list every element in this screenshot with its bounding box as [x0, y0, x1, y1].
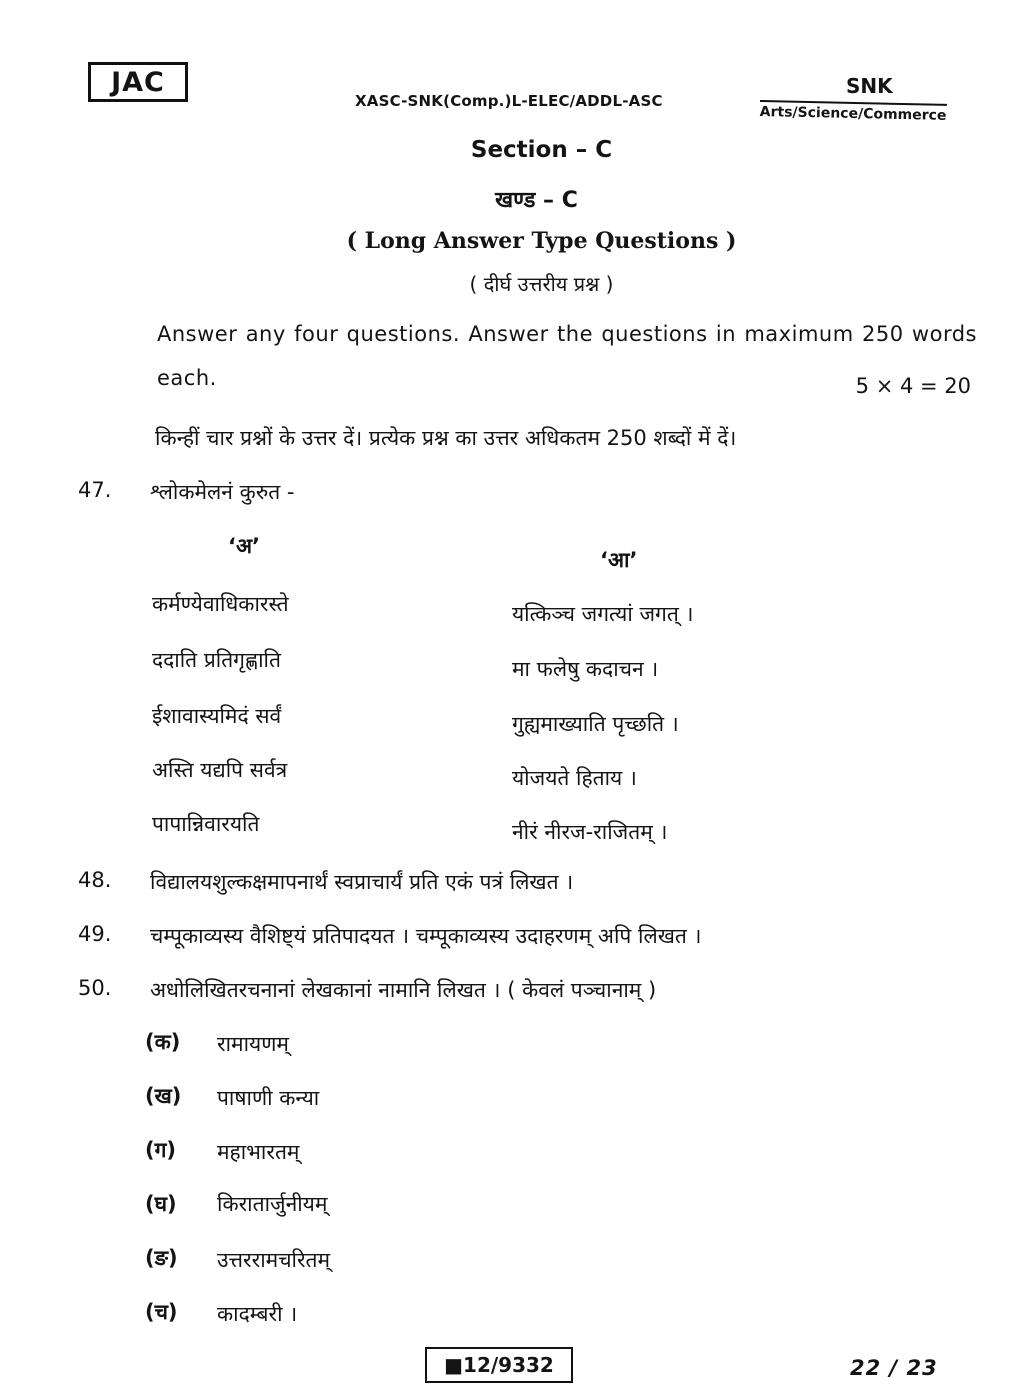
question-text: चम्पूकाव्यस्य वैशिष्ट्यं प्रतिपादयत । चम्पूकाव्यस्य उदाहरणम् अपि लिखत । — [150, 924, 702, 948]
match-left-item: अस्ति यद्यपि सर्वत्र — [152, 758, 288, 782]
column-a-heading: ‘अ’ — [228, 534, 260, 558]
match-right-item: गुह्यमाख्याति पृच्छति । — [512, 712, 679, 736]
option-label: (ङ) — [145, 1246, 178, 1270]
section-type: ( Long Answer Type Questions ) — [346, 228, 737, 254]
question-number: 49. — [78, 922, 112, 946]
option-label: (ग) — [145, 1138, 177, 1162]
question-text: श्लोकमेलनं कुरुत - — [150, 480, 295, 504]
option-text: महाभारतम् — [217, 1140, 300, 1164]
match-right-item: नीरं नीरज-राजितम् । — [512, 820, 668, 844]
match-right-item: यत्किञ्च जगत्यां जगत् । — [512, 602, 694, 626]
question-number: 50. — [78, 976, 112, 1000]
question-number: 48. — [78, 868, 112, 892]
match-right-item: योजयते हिताय । — [512, 766, 637, 790]
match-left-item: ददाति प्रतिगृह्णाति — [152, 648, 281, 672]
question-text: विद्यालयशुल्कक्षमापनार्थं स्वप्राचार्यं प्रति एकं पत्रं लिखत । — [150, 870, 574, 894]
match-left-item: ईशावास्यमिदं सर्वं — [152, 704, 282, 728]
match-left-item: पापान्निवारयति — [152, 812, 260, 836]
section-title-hindi: खण्ड – C — [495, 188, 578, 213]
option-text: पाषाणी कन्या — [217, 1086, 320, 1110]
subject-code: SNK — [846, 74, 893, 98]
column-b-heading: ‘आ’ — [600, 548, 638, 572]
board-logo: JAC — [88, 62, 188, 102]
option-label: (क) — [145, 1030, 181, 1054]
instructions-hindi: किन्हीं चार प्रश्नों के उत्तर दें। प्रत्येक प्रश्न का उत्तर अधिकतम 250 शब्दों में दें। — [155, 426, 737, 450]
question-text: अधोलिखितरचनानां लेखकानां नामानि लिखत । ( केवलं पञ्चानाम् ) — [150, 978, 657, 1002]
option-text: कादम्बरी । — [217, 1302, 298, 1326]
section-title: Section – C — [470, 137, 613, 163]
section-type-hindi: ( दीर्घ उत्तरीय प्रश्न ) — [469, 272, 614, 296]
option-label: (ख) — [145, 1084, 182, 1108]
question-number: 47. — [78, 478, 112, 502]
option-text: किरातार्जुनीयम् — [217, 1192, 328, 1216]
option-label: (च) — [145, 1300, 178, 1324]
paper-serial-code: ■12/9332 — [425, 1347, 573, 1383]
page-number: 22 / 23 — [850, 1356, 938, 1380]
match-left-item: कर्मण्येवाधिकारस्ते — [152, 592, 289, 616]
option-text: रामायणम् — [217, 1032, 289, 1056]
instructions-english: Answer any four questions. Answer the questions in maximum 250 words each. — [157, 322, 977, 390]
paper-code: XASC-SNK(Comp.)L-ELEC/ADDL-ASC — [355, 92, 663, 110]
option-label: (घ) — [145, 1192, 177, 1216]
match-right-item: मा फलेषु कदाचन । — [512, 657, 659, 681]
stream-label: Arts/Science/Commerce — [760, 100, 947, 124]
marks-scheme: 5 × 4 = 20 — [855, 374, 971, 398]
option-text: उत्तररामचरितम् — [217, 1248, 331, 1272]
